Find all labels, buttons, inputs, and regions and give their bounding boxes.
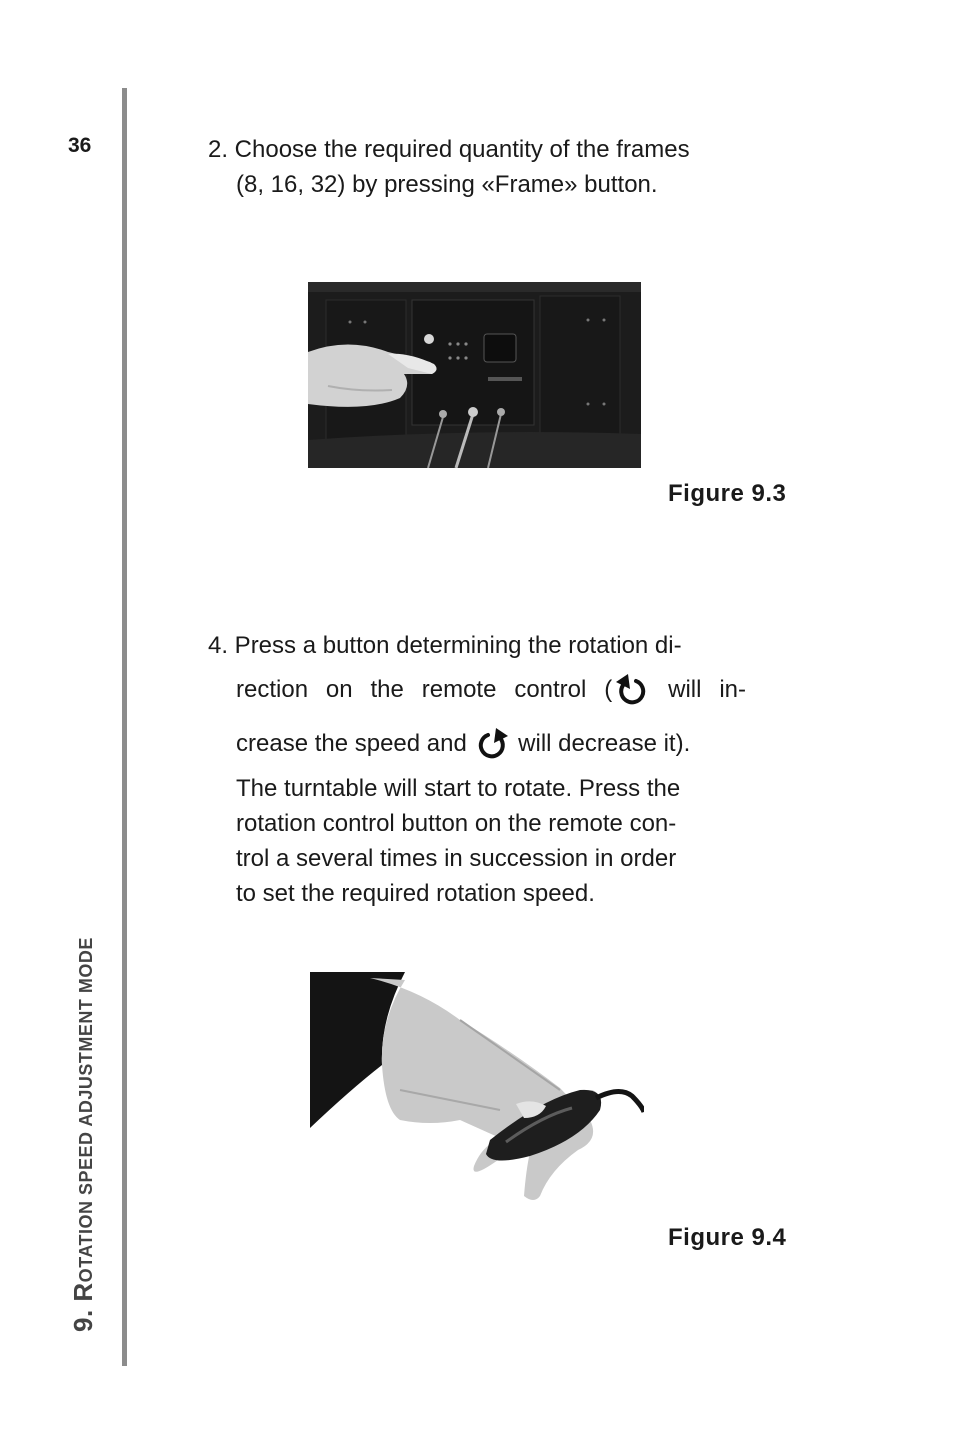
step-4-line-3 xyxy=(208,717,748,771)
step-4-line-7: to set the required rotation speed. xyxy=(236,880,595,907)
hand-pressing-button-photo xyxy=(308,282,641,468)
figure-9-4-caption: Figure 9.4 xyxy=(668,1224,787,1251)
step-2-paragraph xyxy=(208,132,748,202)
step-4-line-4: The turntable will start to rotate. Press the xyxy=(236,775,681,802)
step-4-line-1: 4. Press a button determining the rotation di- xyxy=(208,632,682,659)
step-4-paragraph xyxy=(208,628,748,911)
chapter-side-title xyxy=(68,937,99,1332)
step-2-line-1: 2. Choose the required quantity of the frames xyxy=(208,136,690,163)
chapter-title-prefix: 9. R xyxy=(68,1282,98,1332)
chapter-title-rest: OTATION SPEED ADJUSTMENT MODE xyxy=(76,937,96,1283)
step-4-line-3-text-a: crease the speed and xyxy=(236,730,474,757)
hand-holding-remote-photo xyxy=(310,970,644,1206)
rotate-clockwise-icon xyxy=(476,727,510,761)
step-4-line-5: rotation control button on the remote con- xyxy=(236,810,677,837)
side-rule xyxy=(122,88,127,1366)
rotate-counterclockwise-icon xyxy=(614,673,648,707)
step-4-line-6: trol a several times in succession in order xyxy=(236,845,677,872)
step-2-line-2: (8, 16, 32) by pressing «Frame» button. xyxy=(236,171,658,198)
step-4-line-2 xyxy=(208,663,748,717)
step-4-line-3-text-b: will decrease it). xyxy=(511,730,691,757)
page-number: 36 xyxy=(68,134,92,157)
step-4-line-2-text-b: will in- xyxy=(650,676,746,703)
step-4-line-2-text-a: rection on the remote control ( xyxy=(236,676,613,703)
figure-9-3-caption: Figure 9.3 xyxy=(668,480,787,507)
